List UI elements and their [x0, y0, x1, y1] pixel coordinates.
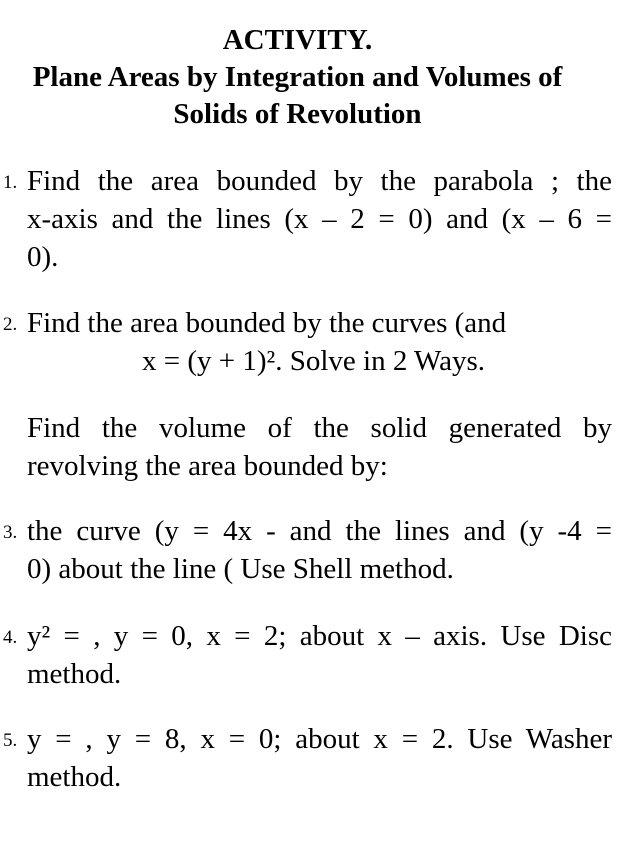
problem-text-line: Find the area bounded by the parabola ; the [27, 165, 612, 197]
problem-text-line: y = , y = 8, x = 0; about x = 2. Use Washer [27, 723, 612, 755]
item-number: 5. [3, 730, 18, 751]
problem-text-line: the curve (y = 4x - and the lines and (y -4 = [27, 515, 612, 547]
item-number: 2. [3, 314, 18, 335]
activity-heading: ACTIVITY. [222, 24, 373, 56]
problem-text-line: x-axis and the lines (x – 2 = 0) and (x – 6 = [27, 203, 612, 235]
item-number: 3. [3, 522, 18, 543]
problem-text-line: method. [27, 761, 122, 793]
problem-text-line: Find the area bounded by the curves (and [27, 307, 507, 339]
activity-title-line-2: Solids of Revolution [173, 98, 422, 130]
activity-title-line-1: Plane Areas by Integration and Volumes of [32, 61, 563, 93]
item-number: 4. [3, 627, 18, 648]
item-number: 1. [3, 172, 18, 193]
problem-text-line: 0) about the line ( Use Shell method. [27, 553, 454, 585]
problem-text-line: x = (y + 1)². Solve in 2 Ways. [141, 345, 485, 377]
problem-text-line: method. [27, 658, 122, 690]
intro-text-line: Find the volume of the solid generated by [27, 412, 612, 444]
problem-text-line: y² = , y = 0, x = 2; about x – axis. Use Disc [27, 620, 612, 652]
intro-text-line: revolving the area bounded by: [27, 450, 388, 482]
problem-text-line: 0). [27, 241, 59, 273]
